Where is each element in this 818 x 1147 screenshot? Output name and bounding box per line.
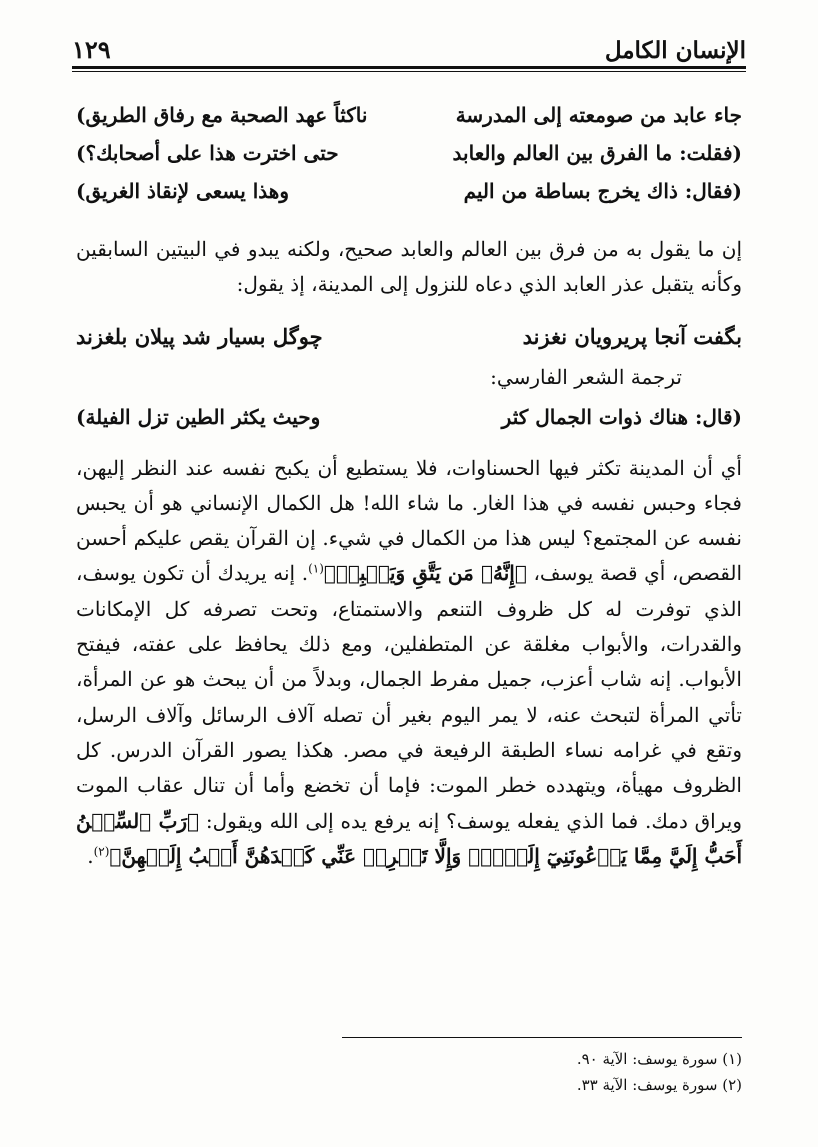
paragraph-main (76, 451, 742, 875)
paragraph-text: . إنه يريدك أن تكون يوسف، الذي توفرت له كل ظروف التنعم والاستمتاع، وتحت تصرفه كل الإمكانات والقدرات، والأبواب مغلقة عن المتطفلين، ومع ذلك يحافظ على عفته، فيفتح الأبواب. إنه شاب أعزب، جميل مفرط الجمال، وبدلاً من أن يبحث هو عن المرأة، تأتي المرأة لتبحث عنه، لا يمر اليوم بغير أن تصله آلاف الرسائل وآلاف الرسل، وتقع في غرامه نساء الطبقة الرفيعة في مصر. هكذا يصور القرآن الدرس. كل الظروف مهيأة، ويتهدده خطر الموت: فإما أن تخضع وأما أن تنال عقاب الموت ويراق دمك. فما الذي يفعله يوسف؟ إنه يرفع يده إلى الله ويقول: (76, 561, 742, 833)
page-header (72, 28, 746, 64)
footnote-ref[interactable]: (٢) (93, 844, 110, 859)
footnote-item: (٢) سورة يوسف: الآية ٣٣. (576, 1076, 742, 1094)
verse-line (76, 134, 742, 172)
footnote-item: (١) سورة يوسف: الآية ٩٠. (576, 1050, 742, 1068)
persian-hemistich-first: بگفت آنجا پريرويان نغزند (522, 324, 742, 350)
translation-hemistich-first: (قال: هناك ذوات الجمال كثر (501, 404, 742, 429)
page-number: ١٢٩ (72, 35, 111, 64)
verse-hemistich-first: (فقلت: ما الفرق بين العالم والعابد (452, 141, 742, 165)
book-title: الإنسان الكامل (604, 37, 746, 64)
verse-hemistich-first: جاء عابد من صومعته إلى المدرسة (455, 103, 742, 127)
persian-hemistich-second: چوگل بسيار شد پيلان بلغزند (76, 324, 323, 350)
translation-verse (76, 397, 742, 437)
footnote-rule (342, 1037, 742, 1038)
verse-hemistich-second: حتى اخترت هذا على أصحابك؟) (76, 141, 339, 165)
translation-title: ترجمة الشعر الفارسي: (490, 364, 682, 389)
translation-hemistich-second: وحيث يكثر الطين تزل الفيلة) (76, 404, 321, 429)
verse-hemistich-second: وهذا يسعى لإنقاذ الغريق) (76, 179, 290, 203)
page-content (76, 96, 742, 874)
quran-quote: ﴿إِنَّهُۥ مَن يَتَّقِ وَيَصۡبِرۡ﴾ (323, 561, 527, 586)
footnotes (577, 1046, 742, 1098)
quran-quote: ﴿رَبِّ ٱلسِّجۡنُ أَحَبُّ إِلَيَّ مِمَّا يَدۡعُونَنِيٓ إِلَيۡهِۖ وَإِلَّا تَصۡرِفۡ عَنِّي كَيۡدَهُنَّ أَصۡبُ إِلَيۡهِنَّ﴾ (76, 808, 742, 868)
persian-verse (76, 317, 742, 357)
poem-verses (76, 96, 742, 210)
verse-hemistich-first: (فقال: ذاك يخرج بساطة من اليم (463, 179, 742, 203)
header-rule-thick (72, 66, 746, 69)
paragraph-end: . (87, 843, 94, 868)
verse-line (76, 96, 742, 134)
paragraph-text: أي أن المدينة تكثر فيها الحسناوات، فلا يستطيع أن يكبح نفسه عند النظر إليهن، فجاء وحبس نفسه في هذا الغار. ما شاء الله! هل الكمال الإنساني هو أن يحبس نفسه عن المجتمع؟ ليس هذا من الكمال في شيء. إن القرآن يقص عليكم أحسن القصص، أي قصة يوسف، (76, 455, 742, 586)
footnote-ref[interactable]: (١) (308, 561, 324, 576)
header-rule-thin (72, 71, 746, 72)
paragraph-intro: إن ما يقول به من فرق بين العالم والعابد صحيح، ولكنه يبدو في البيتين السابقين وكأنه يتقبل عذر العابد الذي دعاه للنزول إلى المدينة، إذ يقول: (76, 237, 742, 297)
verse-line (76, 172, 742, 210)
verse-hemistich-second: ناكثاً عهد الصحبة مع رفاق الطريق) (76, 103, 368, 127)
